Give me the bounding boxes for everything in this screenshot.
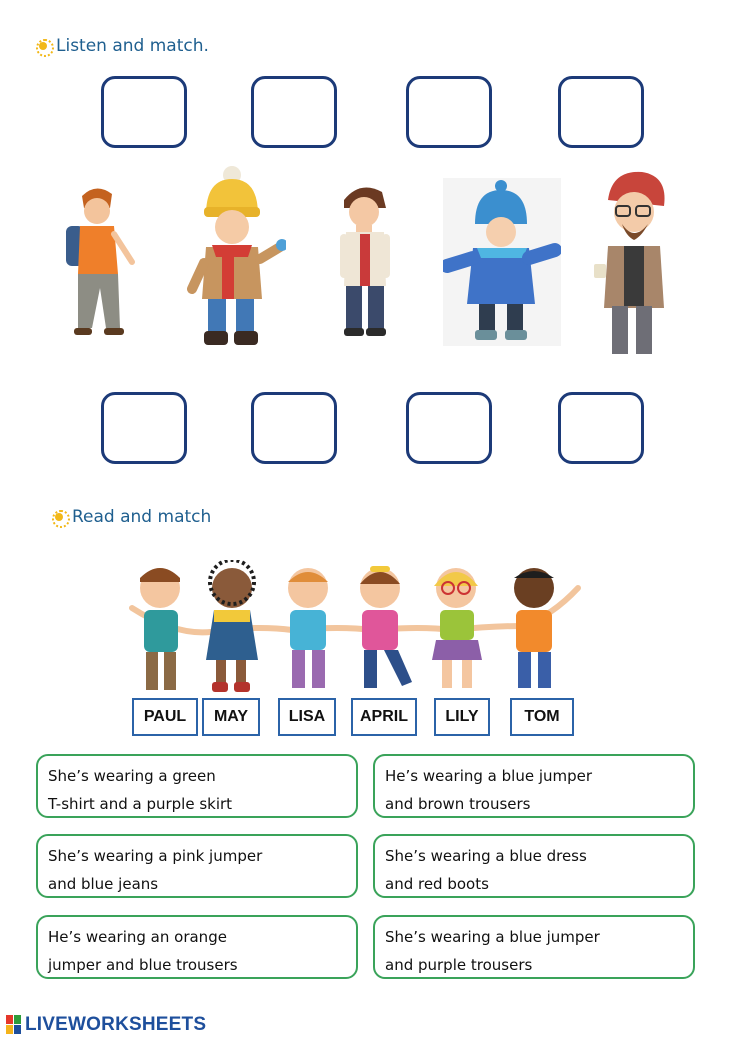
name-tag-paul: PAUL: [132, 698, 198, 736]
answer-box-bottom-3[interactable]: [406, 392, 492, 464]
sentence-line: and blue jeans: [48, 875, 159, 893]
answer-box-top-3[interactable]: [406, 76, 492, 148]
sentence-box-6[interactable]: [373, 915, 695, 979]
sentence-box-1[interactable]: [36, 754, 358, 818]
children-holding-hands-illustration: [122, 560, 584, 696]
sentence-line: jumper and blue trousers: [48, 956, 238, 974]
answer-box-top-4[interactable]: [558, 76, 644, 148]
section-title-listen: [36, 36, 209, 56]
sentence-line: She’s wearing a green: [48, 767, 216, 785]
name-tag-tom: TOM: [510, 698, 574, 736]
name-tag-lisa: LISA: [278, 698, 336, 736]
footer-brand: [6, 1014, 206, 1036]
sentence-line: He’s wearing an orange: [48, 928, 227, 946]
sun-icon: [52, 510, 66, 524]
answer-box-bottom-1[interactable]: [101, 392, 187, 464]
sentence-box-5[interactable]: [36, 915, 358, 979]
man-beanie-glasses-illustration: [594, 166, 674, 360]
sentence-line: and brown trousers: [385, 795, 531, 813]
section-title-read: [52, 507, 211, 527]
section-title-text: Listen and match.: [56, 36, 209, 56]
child-winter-hat-scarf-illustration: [186, 163, 286, 349]
sentence-line: She’s wearing a blue jumper: [385, 928, 600, 946]
sentence-line: and red boots: [385, 875, 489, 893]
name-tag-lily: LILY: [434, 698, 490, 736]
liveworksheets-logo-icon: [6, 1015, 22, 1035]
answer-box-top-1[interactable]: [101, 76, 187, 148]
sentence-box-3[interactable]: [36, 834, 358, 898]
answer-box-bottom-4[interactable]: [558, 392, 644, 464]
section-title-text: Read and match: [72, 507, 212, 527]
sentence-line: and purple trousers: [385, 956, 533, 974]
sentence-line: T-shirt and a purple skirt: [48, 795, 233, 813]
sun-icon: [36, 39, 50, 53]
sentence-box-2[interactable]: [373, 754, 695, 818]
boy-backpack-illustration: [56, 178, 142, 346]
name-tag-may: MAY: [202, 698, 260, 736]
sentence-line: He’s wearing a blue jumper: [385, 767, 593, 785]
name-tag-april: APRIL: [351, 698, 417, 736]
sentence-box-4[interactable]: [373, 834, 695, 898]
sentence-line: She’s wearing a blue dress: [385, 847, 587, 865]
footer-brand-text: LIVEWORKSHEETS: [25, 1014, 207, 1035]
child-blue-coat-illustration: [443, 178, 561, 346]
answer-box-bottom-2[interactable]: [251, 392, 337, 464]
boy-cardigan-illustration: [330, 178, 400, 338]
answer-box-top-2[interactable]: [251, 76, 337, 148]
sentence-line: She’s wearing a pink jumper: [48, 847, 263, 865]
